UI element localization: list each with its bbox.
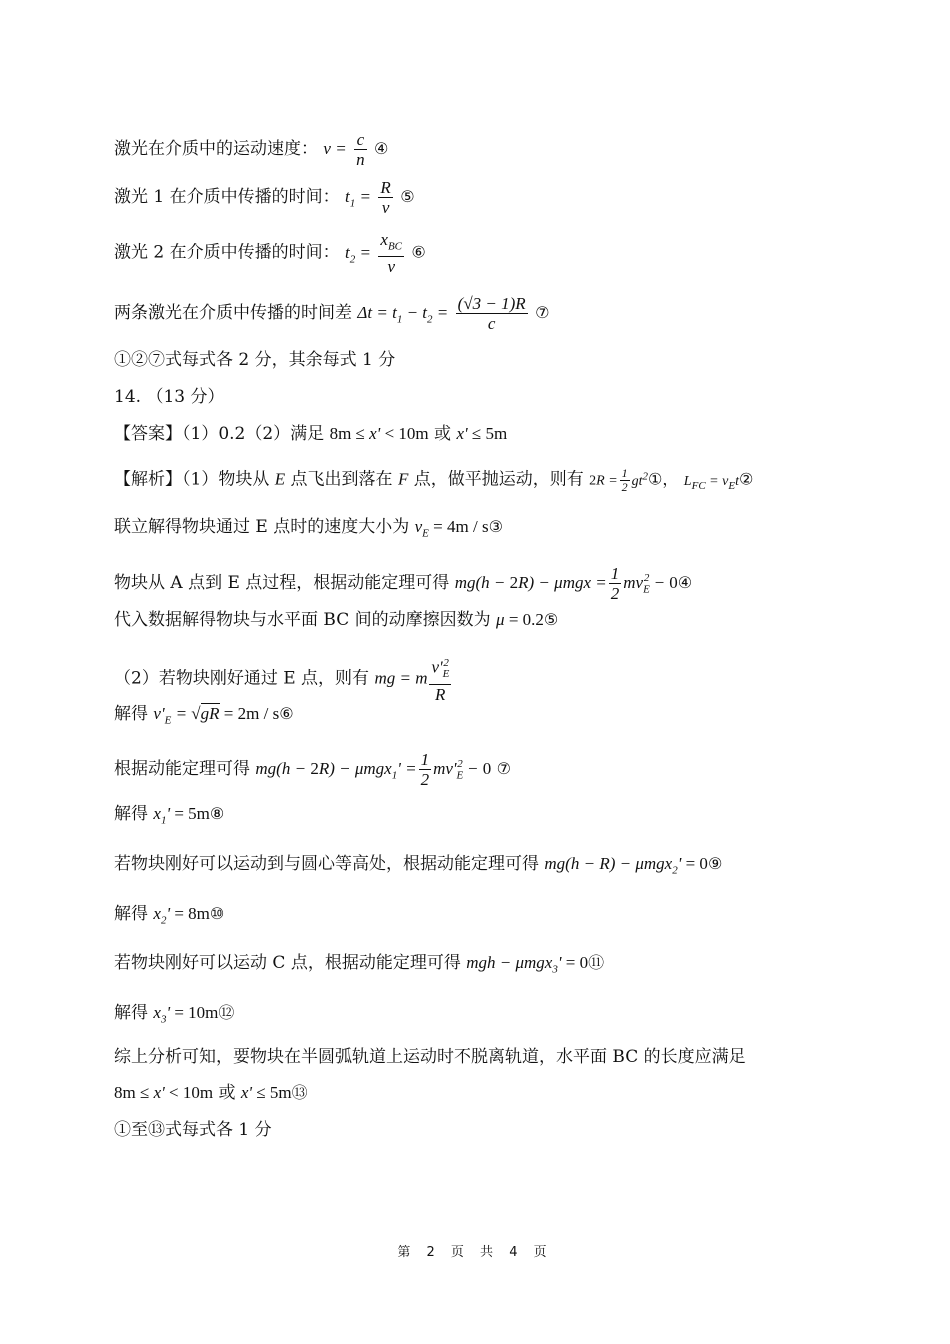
page-footer: 第 2 页 共 4 页 <box>397 1245 553 1260</box>
text: 两条激光在介质中传播的时间差 <box>114 303 352 323</box>
formula: $x_1' = 5m$ <box>153 804 210 827</box>
mark: ④ <box>677 573 693 592</box>
mark: ② <box>738 469 754 489</box>
text: 14. （13 分） <box>114 387 225 407</box>
fraction: $\frac{1}{2}$ <box>420 750 430 789</box>
mark: ④ <box>374 139 389 158</box>
text: 或 <box>218 1083 236 1103</box>
formula: mg(h − 2R) − μmgx = <box>454 573 607 592</box>
den: v <box>387 257 395 277</box>
line-range <box>114 1082 308 1104</box>
line-part2 <box>114 654 453 704</box>
line-ve <box>114 516 503 544</box>
mark: ⑨ <box>707 854 723 873</box>
text: 联立解得物块通过 E 点时的速度大小为 <box>114 517 410 537</box>
text: ①②⑦式每式各 2 分，其余每式 1 分 <box>114 350 396 370</box>
fraction <box>354 130 367 169</box>
text: 解得 <box>114 1003 148 1023</box>
formula: $x_3' = 10m$ <box>153 1003 219 1026</box>
formula: $x_2' = 8m$ <box>153 904 210 927</box>
line-x3 <box>114 1002 234 1030</box>
mark: ⑩ <box>209 904 225 923</box>
mark: ③ <box>488 517 503 536</box>
formula: x' ≤ 5m <box>240 1083 292 1102</box>
formula: $L_{FC} = v_Et$ <box>683 473 739 492</box>
mark: ⑥ <box>411 242 426 262</box>
line-ve2 <box>114 703 294 731</box>
mark: ⑦ <box>535 303 550 322</box>
formula: mg = m <box>374 668 428 688</box>
text: （2）若物块刚好通过 E 点，则有 <box>114 668 370 689</box>
text: 激光 2 在介质中传播的时间： <box>114 242 340 263</box>
line-time-diff <box>114 294 549 333</box>
formula: $v'_E = √gR = 2m / s$ <box>153 704 280 727</box>
line-score1 <box>114 349 395 371</box>
formula: v = <box>323 139 347 158</box>
text: 激光 1 在介质中传播的时间： <box>114 187 340 207</box>
text: 解得 <box>114 904 148 924</box>
fraction <box>378 230 404 276</box>
text: 点，做平抛运动，则有 <box>408 469 584 490</box>
formula: $t_1$ = <box>345 187 371 210</box>
den: n <box>356 150 365 169</box>
formula: 2R = <box>589 473 618 489</box>
mark: ①， <box>648 469 679 489</box>
text: 【答案】（1）0.2（2）满足 <box>114 424 325 444</box>
fraction <box>378 178 392 217</box>
analysis-line <box>114 465 753 496</box>
formula: $mv_E^2 - 0$ <box>623 572 678 596</box>
line-mu <box>114 609 558 631</box>
text: 激光在介质中的运动速度： <box>114 139 318 159</box>
var: F <box>397 469 409 489</box>
text: 物块从 A 点到 E 点过程，根据动能定理可得 <box>114 573 450 593</box>
line-energy2 <box>114 750 511 789</box>
text: 解得 <box>114 804 148 824</box>
line-energy4 <box>114 952 604 980</box>
text: ①至⑬式每式各 1 分 <box>114 1120 272 1140</box>
fraction <box>456 294 528 333</box>
formula: $mv'_E^2 - 0$ <box>433 758 492 782</box>
mark: ⑫ <box>218 1003 235 1022</box>
text: 解得 <box>114 704 148 724</box>
line-time1 <box>114 178 415 217</box>
fraction: $\frac{1}{2}$ <box>610 564 620 603</box>
formula: x' ≤ 5m <box>456 424 508 443</box>
mark: ⑥ <box>279 704 294 723</box>
line-x1 <box>114 803 224 831</box>
formula: mg(h − 2R) − μmgx$_1$' = <box>255 759 417 782</box>
mark: ⑬ <box>291 1083 308 1102</box>
mark: ⑤ <box>543 610 559 629</box>
question-number <box>114 386 224 408</box>
num: (√3 − 1)R <box>457 294 526 313</box>
den: v <box>381 198 390 217</box>
line-conclusion <box>114 1046 746 1068</box>
line-speed <box>114 130 388 169</box>
mark: ⑤ <box>400 187 415 206</box>
line-energy1 <box>114 564 692 603</box>
line-x2 <box>114 903 224 931</box>
text: 点飞出到落在 <box>285 469 398 490</box>
formula: $t_2$ = <box>345 242 371 266</box>
mark: ⑧ <box>209 804 225 823</box>
text: 综上分析可知，要物块在半圆弧轨道上运动时不脱离轨道，水平面 BC 的长度应满足 <box>114 1047 746 1067</box>
line-energy3 <box>114 853 722 881</box>
text: 【解析】（1）物块从 <box>114 469 275 490</box>
den: c <box>487 314 496 333</box>
formula: μ = 0.2 <box>496 610 544 629</box>
num: c <box>354 130 367 150</box>
fraction: $\frac{v'_E^2}{R}$ <box>429 654 450 704</box>
line-score2 <box>114 1119 272 1141</box>
mark: ⑦ <box>496 759 511 778</box>
line-time2 <box>114 230 426 276</box>
formula: $v_E = 4m / s$ <box>414 517 489 540</box>
formula: 8m ≤ x' < 10m <box>329 424 429 443</box>
text: 若物块刚好可以运动 C 点，根据动能定理可得 <box>114 953 461 973</box>
num: R <box>380 178 391 197</box>
answer-line <box>114 423 507 445</box>
num: $x_{BC}$ <box>378 230 404 257</box>
text: 根据动能定理可得 <box>114 759 250 779</box>
formula: $\Delta t = t_1 - t_2$ = <box>357 303 449 326</box>
formula: $gt^2$ <box>631 470 649 489</box>
text: 若物块刚好可以运动到与圆心等高处，根据动能定理可得 <box>114 854 539 874</box>
formula: mg(h − R) − μmgx$_2$' = 0 <box>544 854 708 877</box>
text: 或 <box>434 424 452 444</box>
fraction: $\frac{1}{2}$ <box>621 465 628 494</box>
formula: mgh − μmgx$_3$' = 0 <box>466 953 589 976</box>
formula: 8m ≤ x' < 10m <box>114 1083 214 1102</box>
text: 代入数据解得物块与水平面 BC 间的动摩擦因数为 <box>114 610 491 630</box>
mark: ⑪ <box>588 953 605 972</box>
var: E <box>274 469 286 489</box>
